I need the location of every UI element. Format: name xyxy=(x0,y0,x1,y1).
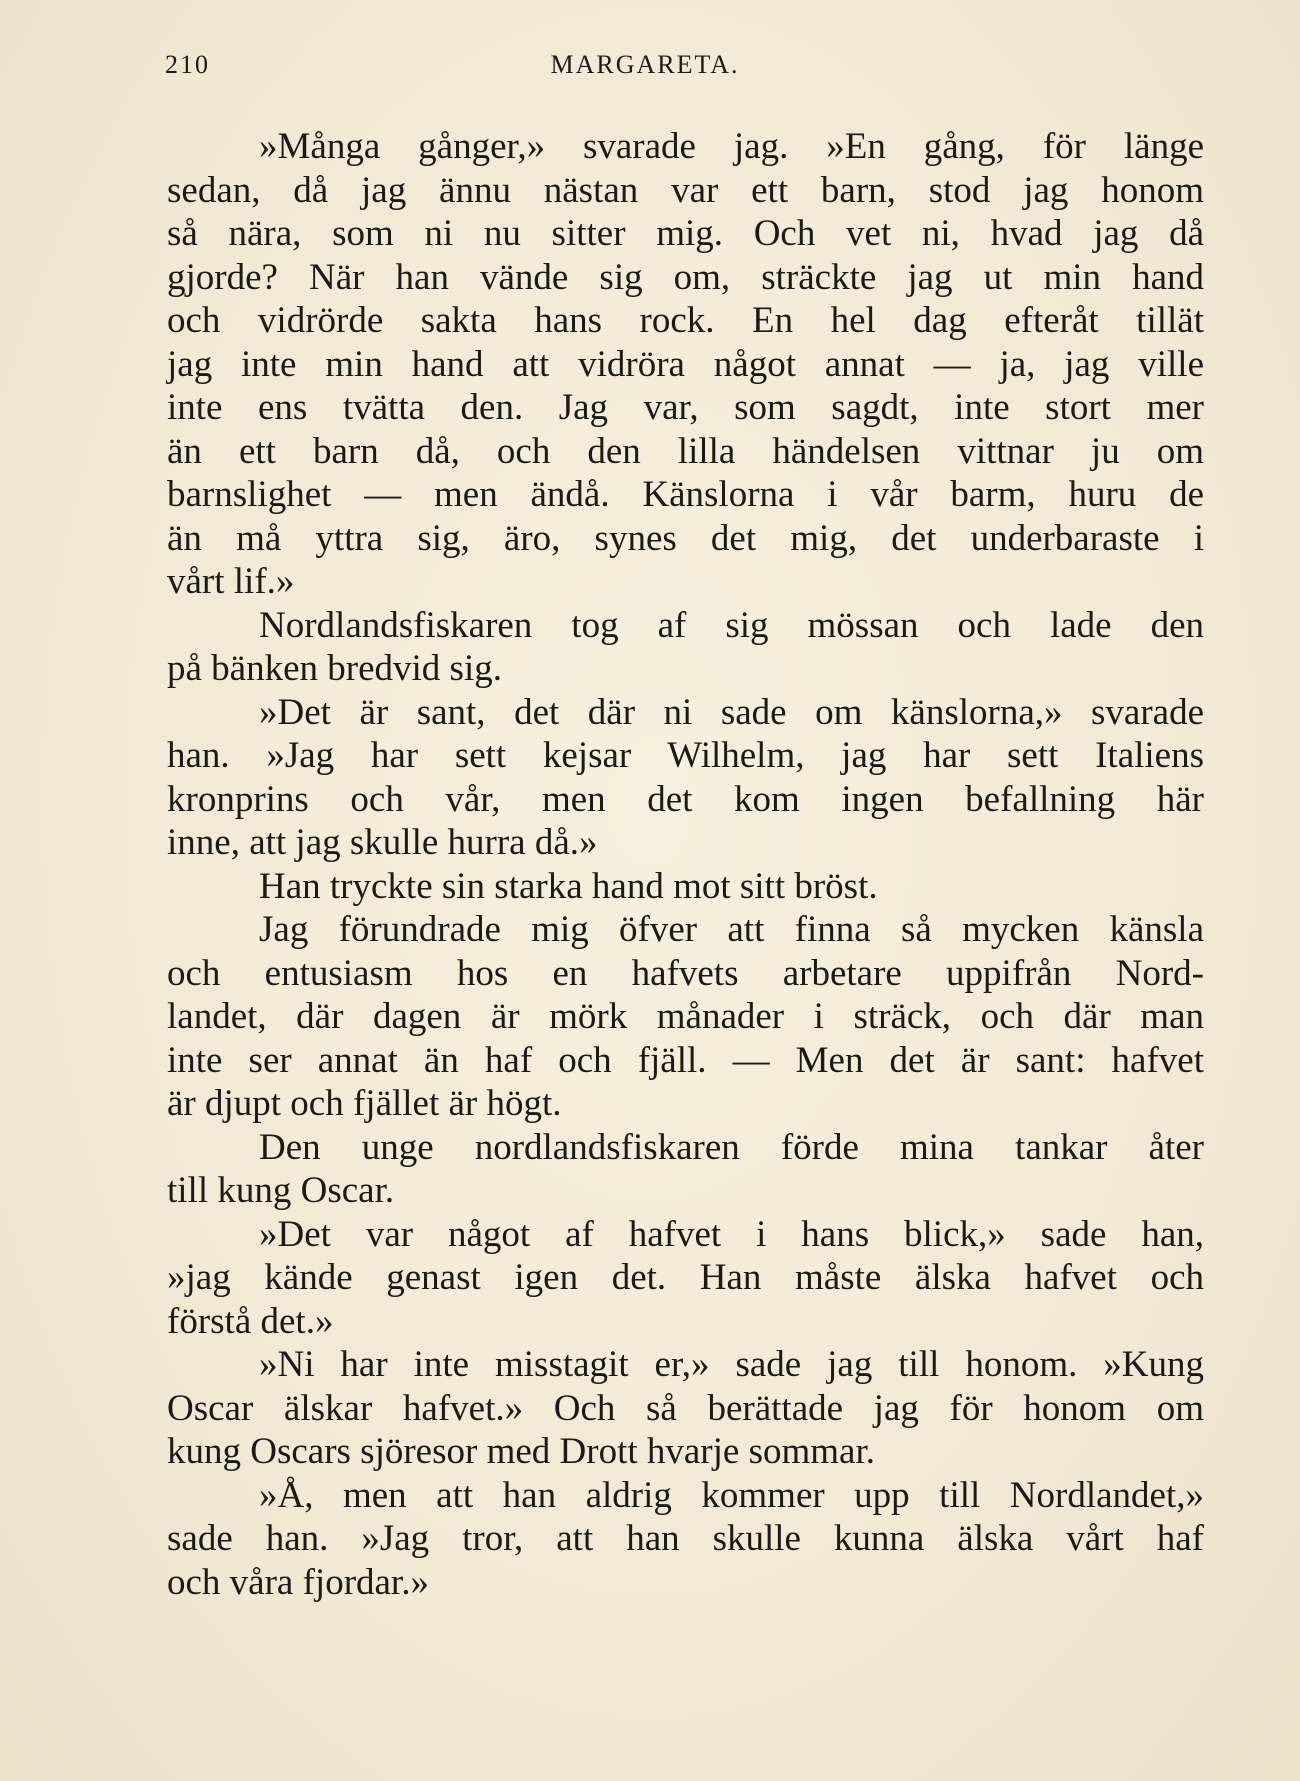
running-title: MARGARETA. xyxy=(550,50,740,79)
text-line: han. »Jag har sett kejsar Wilhelm, jag har sett Italiens xyxy=(167,735,1204,776)
text-line: sade han. »Jag tror, att han skulle kunna älska vårt haf xyxy=(167,1518,1204,1559)
text-line: »jag kände genast igen det. Han måste älska hafvet och xyxy=(167,1257,1204,1298)
text-line: gjorde? När han vände sig om, sträckte jag ut min hand xyxy=(167,256,1204,298)
text-line: så nära, som ni nu sitter mig. Och vet ni, hvad jag då xyxy=(167,213,1204,254)
text-line: på bänken bredvid sig. xyxy=(167,648,502,689)
text-line: »Det är sant, det där ni sade om känslorna,» svarade xyxy=(259,691,1204,733)
page-number: 210 xyxy=(165,50,210,79)
text-line: inne, att jag skulle hurra då.» xyxy=(167,822,598,863)
text-line: Han tryckte sin starka hand mot sitt bröst. xyxy=(259,865,878,907)
text-line: Jag förundrade mig öfver att finna så mycken känsla xyxy=(259,909,1204,950)
text-line: jag inte min hand att vidröra något annat — ja, jag ville xyxy=(167,343,1204,385)
text-line: »Det var något af hafvet i hans blick,» sade han, xyxy=(259,1213,1204,1255)
text-line: kung Oscars sjöresor med Drott hvarje sommar. xyxy=(167,1431,875,1472)
text-line: Nordlandsfiskaren tog af sig mössan och lade den xyxy=(259,604,1204,646)
text-line: »Ni har inte misstagit er,» sade jag till honom. »Kung xyxy=(259,1344,1204,1385)
text-line: förstå det.» xyxy=(167,1300,334,1342)
text-line: barnslighet — men ändå. Känslorna i vår barm, huru de xyxy=(167,474,1204,515)
text-line: inte ser annat än haf och fjäll. — Men det är sant: hafvet xyxy=(167,1039,1204,1081)
text-line: landet, där dagen är mörk månader i sträck, och där man xyxy=(167,996,1204,1037)
text-line: »Å, men att han aldrig kommer upp till Nordlandet,» xyxy=(259,1474,1204,1516)
text-line: är djupt och fjället är högt. xyxy=(167,1083,562,1124)
text-line: än må yttra sig, äro, synes det mig, det underbaraste i xyxy=(167,517,1204,559)
page-header xyxy=(165,50,1125,90)
text-line: och entusiasm hos en hafvets arbetare uppifrån Nord- xyxy=(167,952,1204,994)
text-line: och vidrörde sakta hans rock. En hel dag efteråt tillät xyxy=(167,300,1204,341)
body-text xyxy=(167,125,1204,1604)
text-line: och våra fjordar.» xyxy=(167,1561,429,1603)
text-line: kronprins och vår, men det kom ingen befallning här xyxy=(167,778,1204,820)
text-line: vårt lif.» xyxy=(167,561,295,602)
text-line: än ett barn då, och den lilla händelsen vittnar ju om xyxy=(167,430,1204,472)
text-line: inte ens tvätta den. Jag var, som sagdt, inte stort mer xyxy=(167,387,1204,428)
text-line: Oscar älskar hafvet.» Och så berättade jag för honom om xyxy=(167,1387,1204,1429)
text-line: Den unge nordlandsfiskaren förde mina tankar åter xyxy=(259,1126,1204,1168)
text-line: till kung Oscar. xyxy=(167,1170,395,1211)
text-line: »Många gånger,» svarade jag. »En gång, för länge xyxy=(259,126,1204,167)
text-line: sedan, då jag ännu nästan var ett barn, stod jag honom xyxy=(167,169,1204,211)
